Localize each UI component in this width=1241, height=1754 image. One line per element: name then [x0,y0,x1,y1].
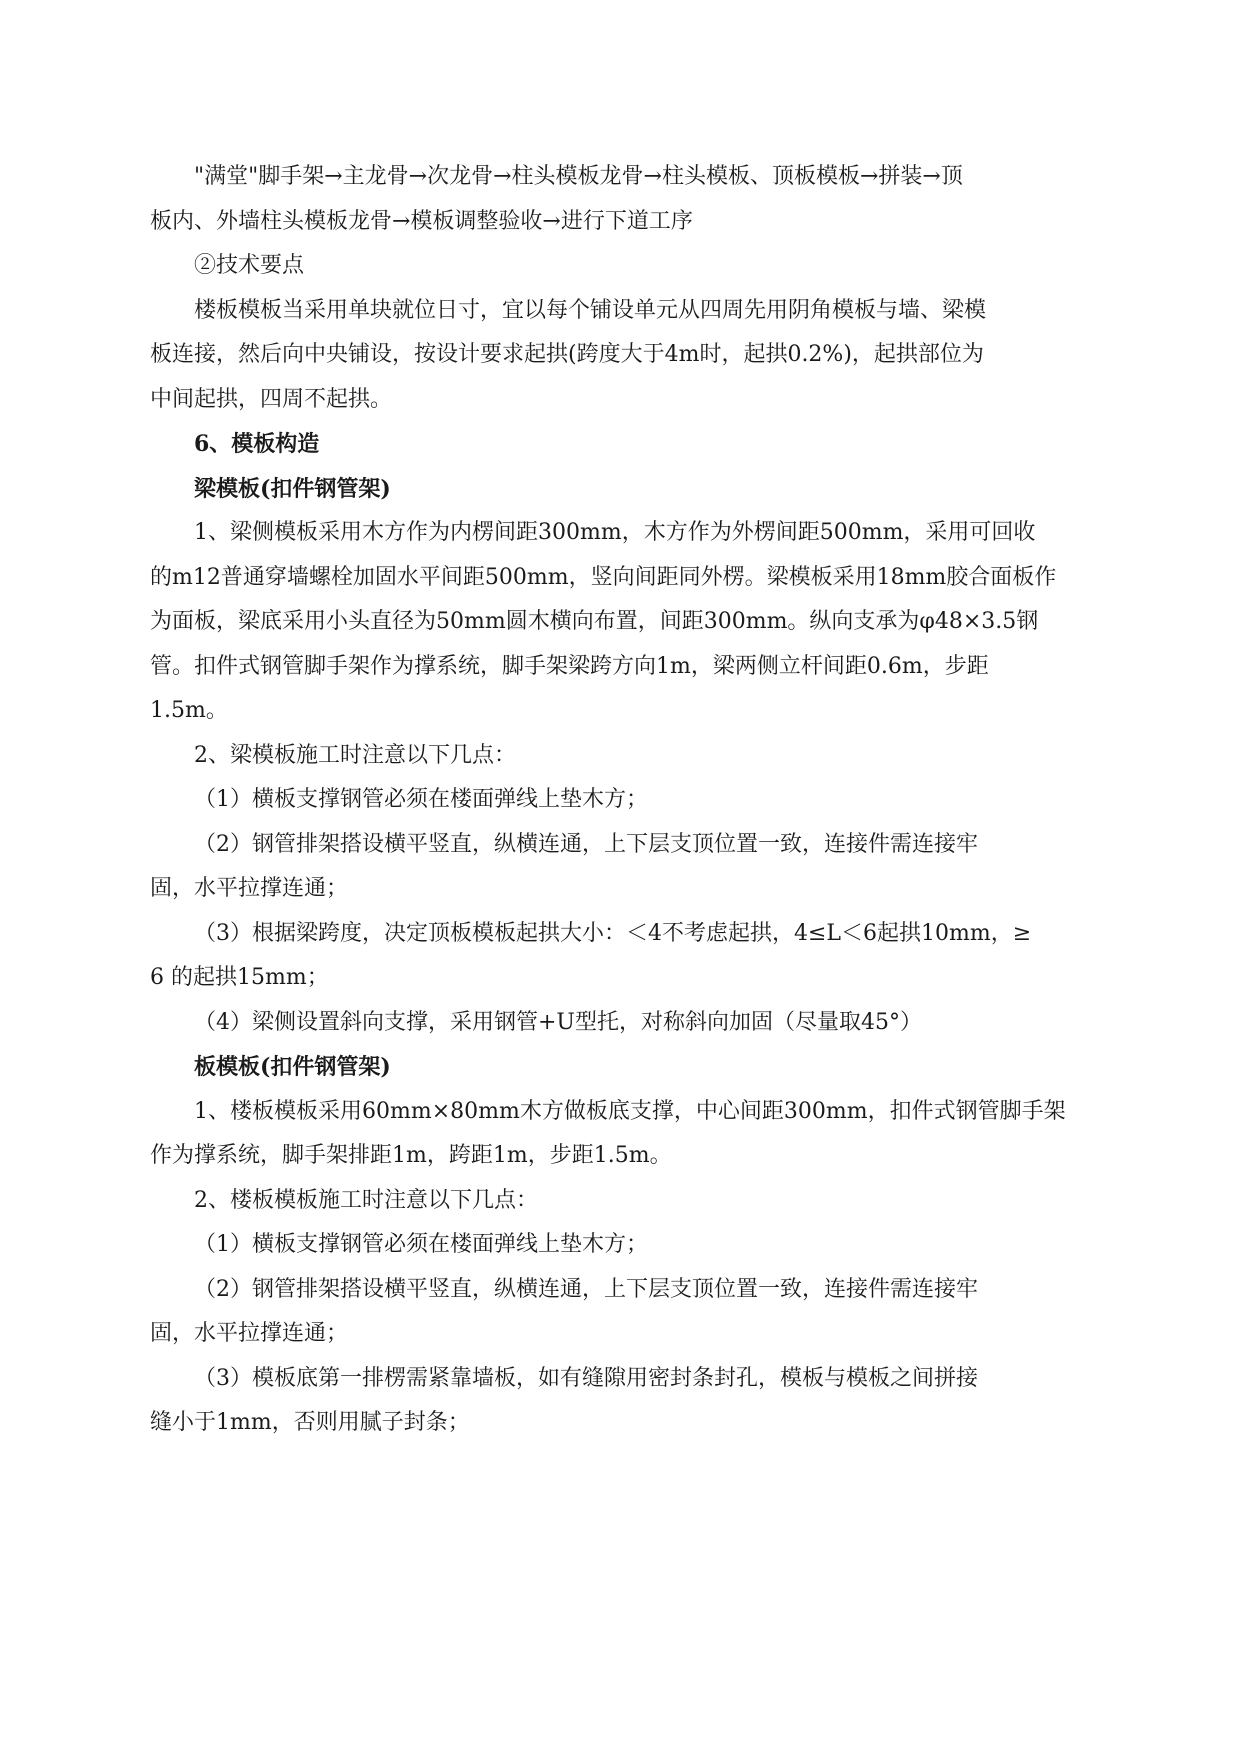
paragraph-line: 管。扣件式钢管脚手架作为撑系统，脚手架梁跨方向1m，梁两侧立杆间距0.6m，步距 [150,653,989,679]
paragraph-line: 固，水平拉撑连通； [150,876,349,901]
paragraph-line: ②技术要点 [194,253,305,278]
paragraph-line: 的m12普通穿墙螺栓加固水平间距500mm，竖向间距同外楞。梁模板采用18mm胶合面板作 [150,564,1057,590]
paragraph [150,1223,1105,1268]
paragraph-line: （3）模板底第一排楞需紧靠墙板，如有缝隙用密封条封孔，模板与模板之间拼接 [194,1365,978,1391]
paragraph-line: 中间起拱，四周不起拱。 [150,386,393,412]
paragraph [150,1090,1105,1179]
paragraph [150,1001,1105,1046]
heading-text: 板模板(扣件钢管架) [194,1054,391,1080]
paragraph-line: （1）横板支撑钢管必须在楼面弹线上垫木方； [194,787,648,812]
paragraph-line: 楼板模板当采用单块就位日寸，宜以每个铺设单元从四周先用阴角模板与墙、梁模 [194,297,987,323]
paragraph [150,244,1105,289]
paragraph [150,912,1105,1001]
paragraph-line: "满堂"脚手架→主龙骨→次龙骨→柱头模板龙骨→柱头模板、顶板模板→拼装→顶 [194,164,963,189]
paragraph-line: 1、楼板模板采用60mm×80mm木方做板底支撑，中心间距300mm，扣件式钢管脚手架 [194,1098,1066,1124]
section-heading [150,467,1105,512]
paragraph-line: 固，水平拉撑连通； [150,1321,349,1346]
paragraph-line: （1）横板支撑钢管必须在楼面弹线上垫木方； [194,1232,648,1257]
paragraph-line: 1.5m。 [150,698,228,723]
paragraph [150,1357,1105,1446]
paragraph-line: 作为撑系统，脚手架排距1m，跨距1m，步距1.5m。 [150,1143,672,1168]
document-body [150,155,1105,1446]
paragraph [150,155,1105,244]
heading-text: 梁模板(扣件钢管架) [194,475,391,502]
paragraph-line: 2、楼板模板施工时注意以下几点： [194,1187,538,1213]
paragraph [150,823,1105,912]
paragraph-line: 为面板，梁底采用小头直径为50mm圆木横向布置，间距300mm。纵向支承为φ48×3.5钢 [150,609,1039,634]
paragraph-line: （2）钢管排架搭设横平竖直，纵横连通，上下层支顶位置一致，连接件需连接牢 [194,831,978,857]
paragraph-line: 2、梁模板施工时注意以下几点： [194,742,516,768]
section-heading [150,1045,1105,1090]
paragraph [150,1179,1105,1224]
paragraph-line: 1、梁侧模板采用木方作为内楞间距300mm，木方作为外楞间距500mm，采用可回收 [194,520,1036,545]
paragraph-line: 缝小于1mm，否则用腻子封条； [150,1410,470,1435]
paragraph-line: （4）梁侧设置斜向支撑，采用钢管+U型托，对称斜向加固（尽量取45°） [194,1009,922,1035]
paragraph [150,1268,1105,1357]
paragraph-line: 板连接，然后向中央铺设，按设计要求起拱(跨度大于4m时，起拱0.2%)，起拱部位为 [150,342,984,367]
paragraph [150,778,1105,823]
paragraph [150,289,1105,423]
paragraph [150,511,1105,734]
section-heading [150,422,1105,467]
paragraph-line: （3）根据梁跨度，决定顶板模板起拱大小：＜4不考虑起拱，4≤L＜6起拱10mm，≥ [194,920,1032,946]
paragraph-line: （2）钢管排架搭设横平竖直，纵横连通，上下层支顶位置一致，连接件需连接牢 [194,1276,978,1302]
paragraph-line: 6 的起拱15mm； [150,965,329,990]
paragraph-line: 板内、外墙柱头模板龙骨→模板调整验收→进行下道工序 [150,208,693,234]
paragraph [150,734,1105,779]
heading-text: 6、模板构造 [194,431,320,457]
